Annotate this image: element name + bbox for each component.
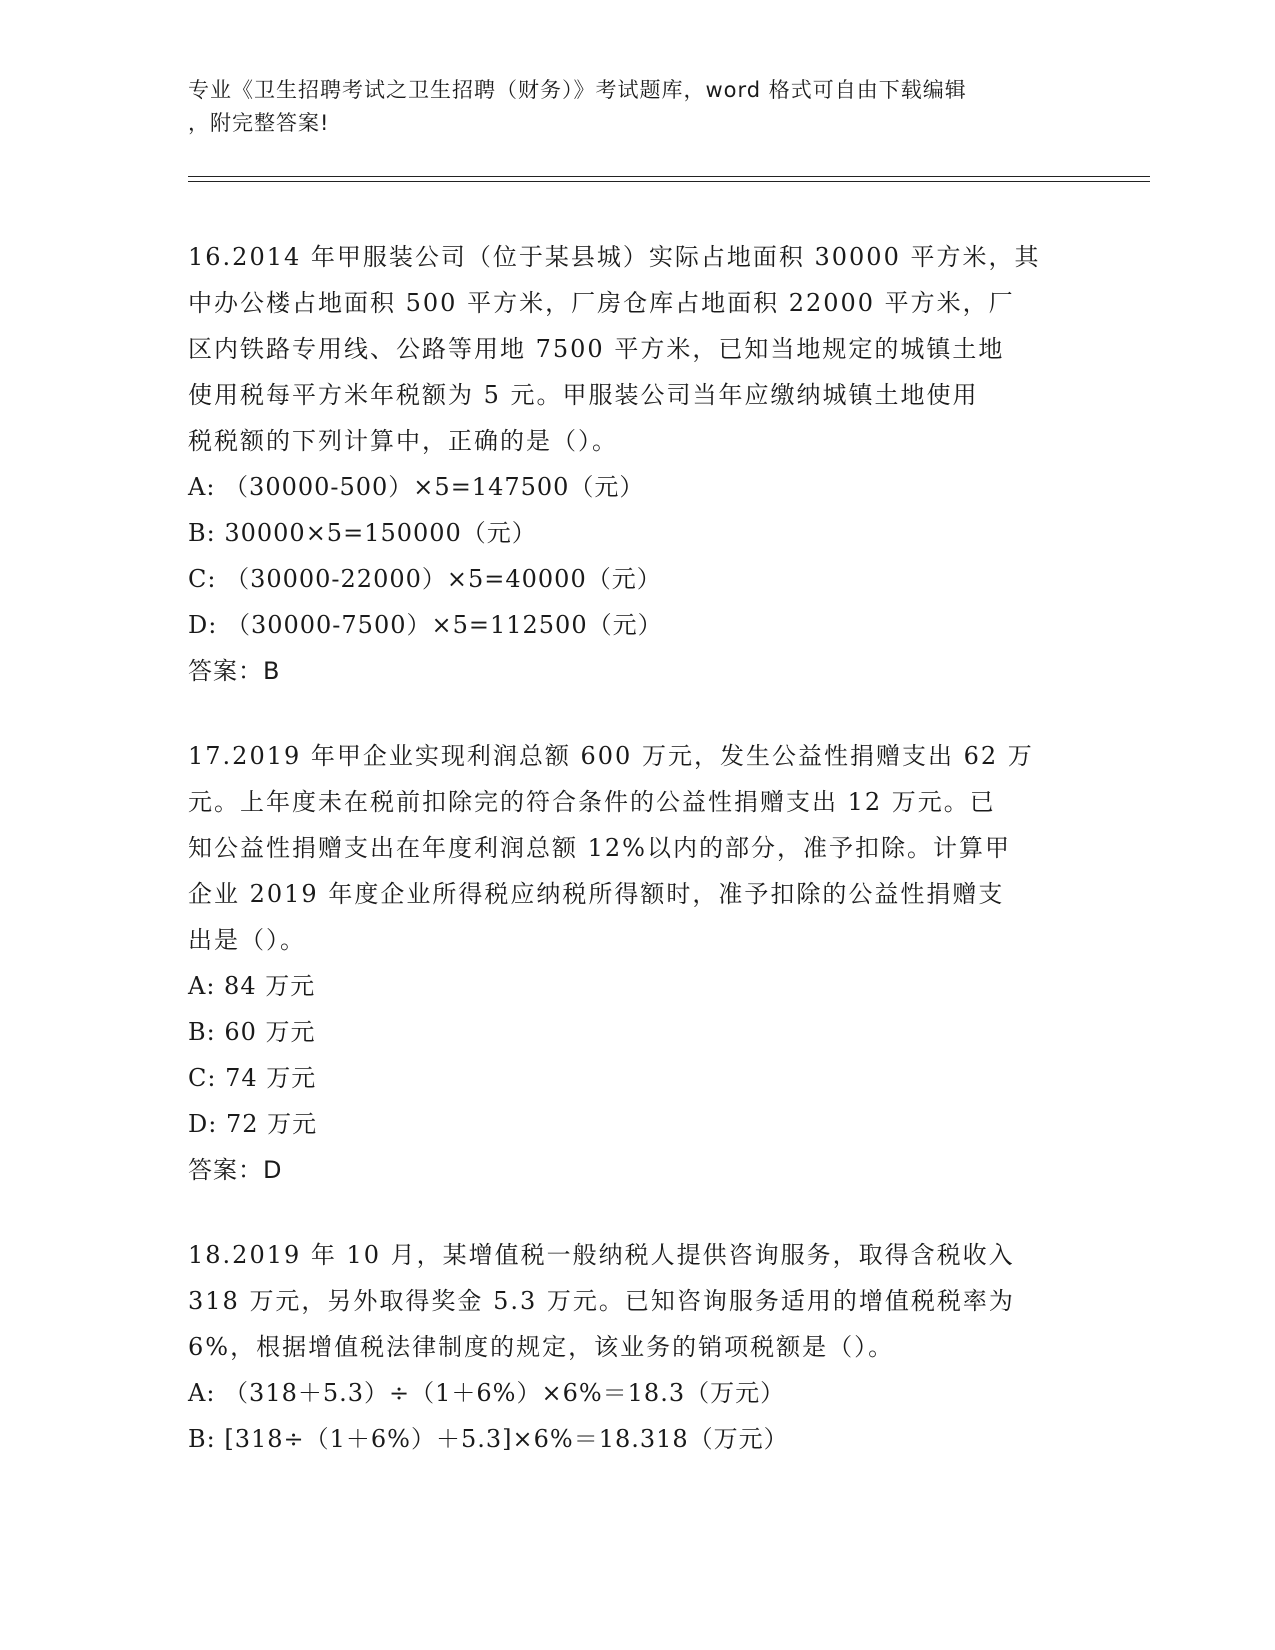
question-line: 中办公楼占地面积 500 平方米，厂房仓库占地面积 22000 平方米，厂 [188, 289, 1015, 317]
question-line: 16.2014 年甲服装公司（位于某县城）实际占地面积 30000 平方米，其 [188, 243, 1041, 271]
option-b: B: [318÷（1＋6%）＋5.3]×6%＝18.318（万元） [188, 1425, 789, 1453]
option-b: B: 60 万元 [188, 1018, 316, 1046]
header-line-2: ，附完整答案! [188, 111, 330, 135]
question-line: 企业 2019 年度企业所得税应纳税所得额时，准予扣除的公益性捐赠支 [188, 880, 1005, 908]
answer: 答案：D [188, 1156, 283, 1184]
document-header [188, 74, 1068, 140]
question-line: 318 万元，另外取得奖金 5.3 万元。已知咨询服务适用的增值税税率为 [188, 1287, 1015, 1315]
question-stem [188, 733, 1078, 963]
question-18 [188, 1232, 1078, 1462]
header-line-1: 专业《卫生招聘考试之卫生招聘（财务）》考试题库，word 格式可自由下载编辑 [188, 78, 967, 102]
answer: 答案：B [188, 657, 281, 685]
option-a: A: （318＋5.3）÷（1＋6%）×6%＝18.3（万元） [188, 1379, 786, 1407]
question-line: 元。上年度未在税前扣除完的符合条件的公益性捐赠支出 12 万元。已 [188, 788, 996, 816]
question-line: 出是（）。 [188, 926, 306, 954]
question-line: 使用税每平方米年税额为 5 元。甲服装公司当年应缴纳城镇土地使用 [188, 381, 979, 409]
question-line: 18.2019 年 10 月，某增值税一般纳税人提供咨询服务，取得含税收入 [188, 1241, 1015, 1269]
option-a: A: （30000-500）×5=147500（元） [188, 473, 645, 501]
option-c: C: （30000-22000）×5=40000（元） [188, 565, 662, 593]
header-divider-top [188, 176, 1150, 177]
option-a: A: 84 万元 [188, 972, 316, 1000]
question-stem [188, 234, 1078, 464]
option-d: D: 72 万元 [188, 1110, 318, 1138]
header-divider-bottom [188, 181, 1150, 182]
question-line: 区内铁路专用线、公路等用地 7500 平方米，已知当地规定的城镇土地 [188, 335, 1005, 363]
question-line: 17.2019 年甲企业实现利润总额 600 万元，发生公益性捐赠支出 62 万 [188, 742, 1034, 770]
option-b: B: 30000×5=150000（元） [188, 519, 537, 547]
option-c: C: 74 万元 [188, 1064, 317, 1092]
question-line: 6%，根据增值税法律制度的规定，该业务的销项税额是（）。 [188, 1333, 895, 1361]
question-16 [188, 234, 1078, 694]
question-17 [188, 733, 1078, 1193]
question-line: 知公益性捐赠支出在年度利润总额 12%以内的部分，准予扣除。计算甲 [188, 834, 1011, 862]
question-line: 税税额的下列计算中，正确的是（）。 [188, 427, 618, 455]
question-stem [188, 1232, 1078, 1370]
option-d: D: （30000-7500）×5=112500（元） [188, 611, 663, 639]
